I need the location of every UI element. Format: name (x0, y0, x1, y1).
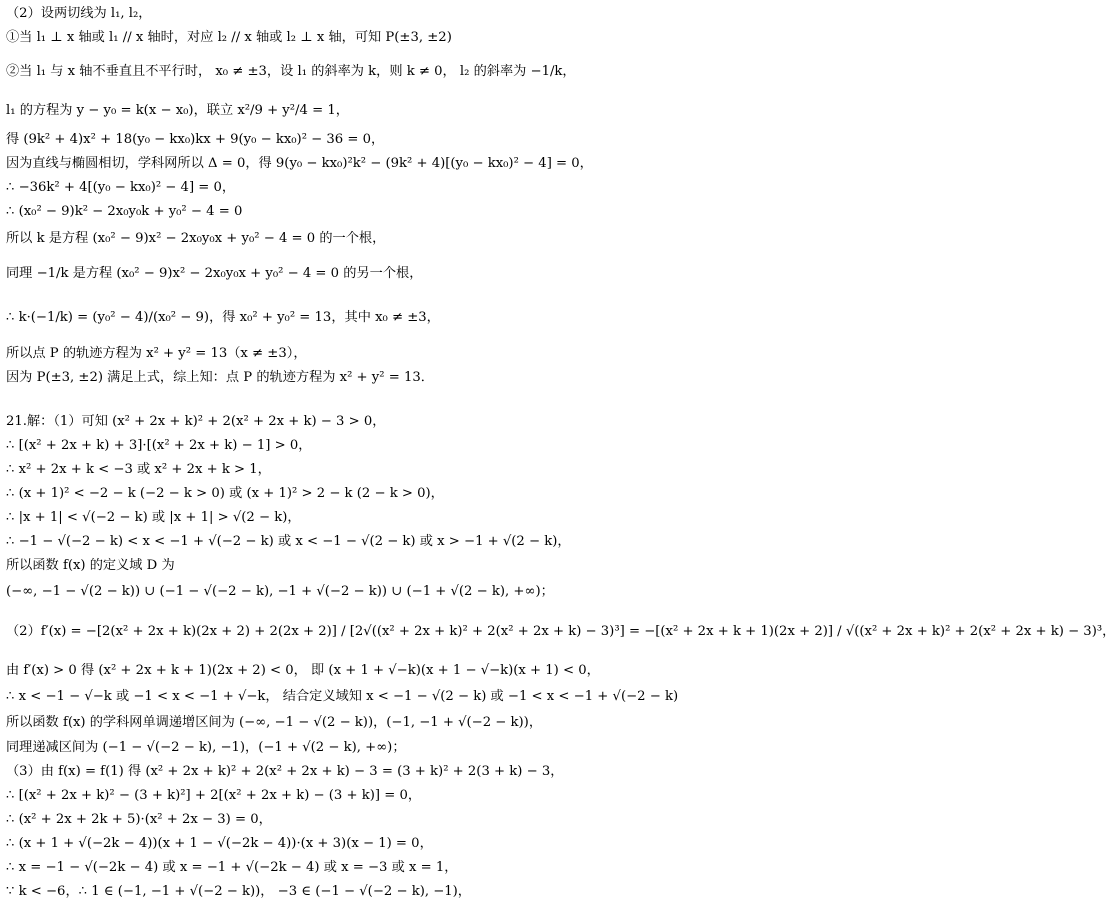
text-line: ∵ k < −6，∴ 1 ∈ (−1, −1 + √(−2 − k))， −3 ∈ (−1 − √(−2 − k), −1)， (6, 884, 471, 899)
text-line: ∴ (x² + 2x + 2k + 5)·(x² + 2x − 3) = 0， (6, 812, 272, 827)
text-line: 因为 P(±3, ±2) 满足上式，综上知：点 P 的轨迹方程为 x² + y² = 13． (6, 370, 434, 385)
text-line: （3）由 f(x) = f(1) 得 (x² + 2x + k)² + 2(x² + 2x + k) − 3 = (3 + k)² + 2(3 + k) − 3， (6, 764, 564, 779)
text-line: ∴ −1 − √(−2 − k) < x < −1 + √(−2 − k) 或 x < −1 − √(2 − k) 或 x > −1 + √(2 − k)， (6, 534, 571, 549)
text-line: ∴ [(x² + 2x + k) + 3]·[(x² + 2x + k) − 1] > 0， (6, 438, 312, 453)
text-line: ∴ x = −1 − √(−2k − 4) 或 x = −1 + √(−2k − 4) 或 x = −3 或 x = 1， (6, 860, 458, 875)
text-line: ∴ (x₀² − 9)k² − 2x₀y₀k + y₀² − 4 = 0 (6, 204, 243, 219)
text-line: 21.解：（1）可知 (x² + 2x + k)² + 2(x² + 2x + k) − 3 > 0， (6, 414, 386, 429)
text-line: ∴ x < −1 − √−k 或 −1 < x < −1 + √−k， 结合定义域知 x < −1 − √(2 − k) 或 −1 < x < −1 + √(−2 − k) (6, 689, 679, 704)
text-line: 所以 k 是方程 (x₀² − 9)x² − 2x₀y₀x + y₀² − 4 = 0 的一个根， (6, 231, 386, 246)
text-line: ②当 l₁ 与 x 轴不垂直且不平行时， x₀ ≠ ±3，设 l₁ 的斜率为 k，则 k ≠ 0， l₂ 的斜率为 −1/k， (6, 64, 576, 79)
text-line: 所以函数 f(x) 的定义域 D 为 (6, 558, 175, 573)
text-line: ∴ [(x² + 2x + k)² − (3 + k)²] + 2[(x² + 2x + k) − (3 + k)] = 0， (6, 788, 422, 803)
text-line: (−∞, −1 − √(2 − k)) ∪ (−1 − √(−2 − k), −1 + √(−2 − k)) ∪ (−1 + √(2 − k), +∞)； (6, 584, 554, 599)
blank-line (6, 390, 610, 410)
text-line: 得 (9k² + 4)x² + 18(y₀ − kx₀)kx + 9(y₀ − kx₀)² − 36 = 0， (6, 132, 385, 147)
text-line: ∴ x² + 2x + k < −3 或 x² + 2x + k > 1， (6, 462, 271, 477)
text-line: 因为直线与椭圆相切，学科网所以 Δ = 0，得 9(y₀ − kx₀)²k² − (9k² + 4)[(y₀ − kx₀)² − 4] = 0， (6, 156, 593, 171)
text-line: ∴ (x + 1)² < −2 − k (−2 − k > 0) 或 (x + 1)² > 2 − k (2 − k > 0)， (6, 486, 444, 501)
text-line: ∴ k·(−1/k) = (y₀² − 4)/(x₀² − 9)，得 x₀² + y₀² = 13，其中 x₀ ≠ ±3， (6, 310, 440, 325)
text-line: ∴ |x + 1| < √(−2 − k) 或 |x + 1| > √(2 − k)， (6, 510, 301, 525)
text-line: 同理 −1/k 是方程 (x₀² − 9)x² − 2x₀y₀x + y₀² − 4 = 0 的另一个根， (6, 266, 423, 281)
text-line: 由 f′(x) > 0 得 (x² + 2x + k + 1)(2x + 2) < 0， 即 (x + 1 + √−k)(x + 1 − √−k)(x + 1) < 0， (6, 663, 600, 678)
text-line: 所以函数 f(x) 的学科网单调递增区间为 (−∞, −1 − √(2 − k))，(−1, −1 + √(−2 − k))， (6, 715, 543, 730)
text-line: ①当 l₁ ⊥ x 轴或 l₁ // x 轴时，对应 l₂ // x 轴或 l₂ ⊥ x 轴，可知 P(±3, ±2) (6, 30, 452, 45)
text-line: ∴ (x + 1 + √(−2k − 4))(x + 1 − √(−2k − 4))·(x + 3)(x − 1) = 0， (6, 836, 433, 851)
text-line: （2）设两切线为 l₁, l₂， (6, 6, 152, 21)
text-line: 同理递减区间为 (−1 − √(−2 − k), −1)，(−1 + √(2 − k), +∞)； (6, 740, 406, 755)
text-line: 所以点 P 的轨迹方程为 x² + y² = 13（x ≠ ±3）， (6, 346, 307, 361)
text-line: （2）f′(x) = −[2(x² + 2x + k)(2x + 2) + 2(2x + 2)] / [2√((x² + 2x + k)² + 2(x² + 2x + k) − 3)³] = −[(x² + 2x + k + 1)(2x + 2)] / √((x² + 2x + k)² + 2(x² + 2x + k) − 3)³， (6, 624, 1115, 639)
text-line: l₁ 的方程为 y − y₀ = k(x − x₀)，联立 x²/9 + y²/4 = 1， (6, 103, 349, 118)
text-line: ∴ −36k² + 4[(y₀ − kx₀)² − 4] = 0， (6, 180, 236, 195)
